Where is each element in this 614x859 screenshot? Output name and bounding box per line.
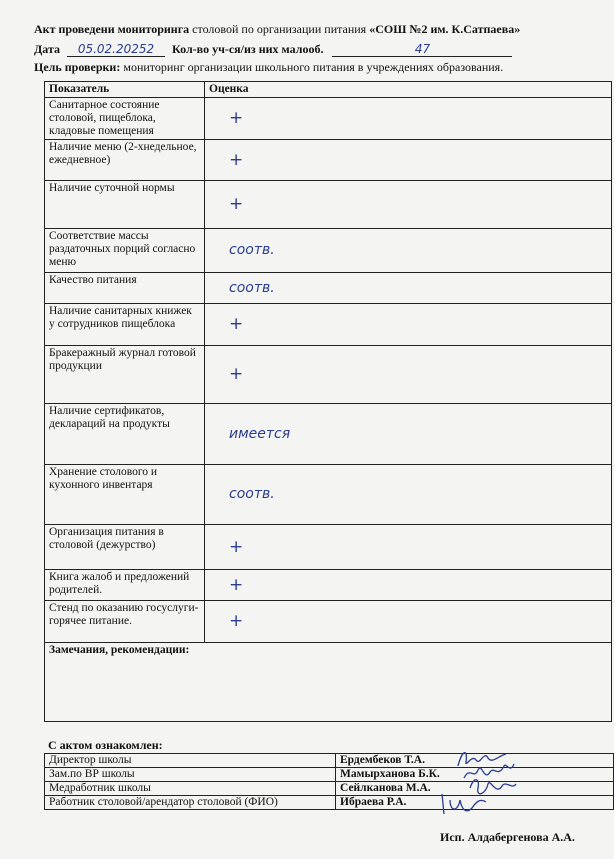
remarks-label: Замечания, рекомендации: [45, 643, 612, 722]
table-row [45, 404, 612, 465]
purpose-label: Цель проверки: [34, 60, 121, 74]
table-row [45, 525, 612, 570]
table-row [45, 304, 612, 346]
title-school: «СОШ №2 им. К.Сатпаева» [369, 22, 521, 36]
purpose-line [34, 60, 503, 75]
ack-name: Мамырханова Б.К. [340, 768, 440, 780]
rating-cell: имеется [205, 404, 612, 465]
indicator-cell: Книга жалоб и предложений родителей. [45, 570, 205, 601]
date-label: Дата [34, 42, 60, 56]
table-row [45, 140, 612, 181]
col-indicator-header: Показатель [45, 82, 205, 98]
ack-role: Зам.по ВР школы [45, 768, 336, 782]
monitoring-table [44, 81, 612, 722]
rating-cell: + [205, 304, 612, 346]
ack-name: Ердембеков Т.А. [340, 754, 425, 766]
ack-row [45, 782, 614, 796]
table-row [45, 181, 612, 229]
indicator-cell: Наличие суточной нормы [45, 181, 205, 229]
table-row [45, 98, 612, 140]
rating-cell: + [205, 98, 612, 140]
indicator-cell: Наличие сертификатов, деклараций на продукты [45, 404, 205, 465]
purpose-text: мониторинг организации школьного питания в учреждениях образования. [120, 60, 504, 74]
rating-cell: соотв. [205, 273, 612, 304]
indicator-cell: Наличие меню (2-хнедельное, ежедневное) [45, 140, 205, 181]
ack-name: Ибраева Р.А. [340, 796, 407, 808]
ack-name: Сейлканова М.А. [340, 782, 431, 794]
signature-canteen [436, 790, 492, 816]
indicator-cell: Хранение столового и кухонного инвентаря [45, 465, 205, 525]
table-header-row [45, 82, 612, 98]
indicator-cell: Стенд по оказанию госуслуги-горячее питание. [45, 601, 205, 643]
ack-row [45, 754, 614, 768]
rating-cell: соотв. [205, 465, 612, 525]
rating-cell: + [205, 525, 612, 570]
table-row [45, 346, 612, 404]
rating-cell: соотв. [205, 229, 612, 273]
rating-cell: + [205, 181, 612, 229]
table-row [45, 601, 612, 643]
rating-cell: + [205, 346, 612, 404]
rating-cell: + [205, 140, 612, 181]
indicator-cell: Бракеражный журнал готовой продукции [45, 346, 205, 404]
title-bold-part: Акт проведени мониторинга [34, 22, 190, 36]
table-row [45, 465, 612, 525]
rating-cell: + [205, 601, 612, 643]
acknowledgement-title: С актом ознакомлен: [48, 738, 163, 752]
document-title [34, 22, 604, 37]
table-row [45, 570, 612, 601]
ack-name-cell [336, 796, 614, 810]
ack-row [45, 796, 614, 810]
ack-role: Медработник школы [45, 782, 336, 796]
indicator-cell: Качество питания [45, 273, 205, 304]
acknowledgement-table [44, 753, 614, 810]
count-label: Кол-во уч-ся/из них малооб. [172, 42, 324, 56]
ack-row [45, 768, 614, 782]
executor-line: Исп. Алдабергенова А.А. [440, 830, 575, 844]
table-row [45, 229, 612, 273]
count-value: 47 [332, 42, 512, 57]
title-normal-part: столовой по организации питания [189, 22, 370, 36]
indicator-cell: Организация питания в столовой (дежурство) [45, 525, 205, 570]
indicator-cell: Наличие санитарных книжек у сотрудников пищеблока [45, 304, 205, 346]
ack-role: Работник столовой/арендатор столовой (ФИО) [45, 796, 336, 810]
date-value: 05.02.20252 [67, 42, 165, 57]
col-rating-header: Оценка [205, 82, 612, 98]
remarks-row [45, 643, 612, 722]
indicator-cell: Санитарное состояние столовой, пищеблока, кладовые помещения [45, 98, 205, 140]
table-row [45, 273, 612, 304]
ack-role: Директор школы [45, 754, 336, 768]
date-count-line [34, 42, 512, 57]
rating-cell: + [205, 570, 612, 601]
indicator-cell: Соответствие массы раздаточных порций согласно меню [45, 229, 205, 273]
